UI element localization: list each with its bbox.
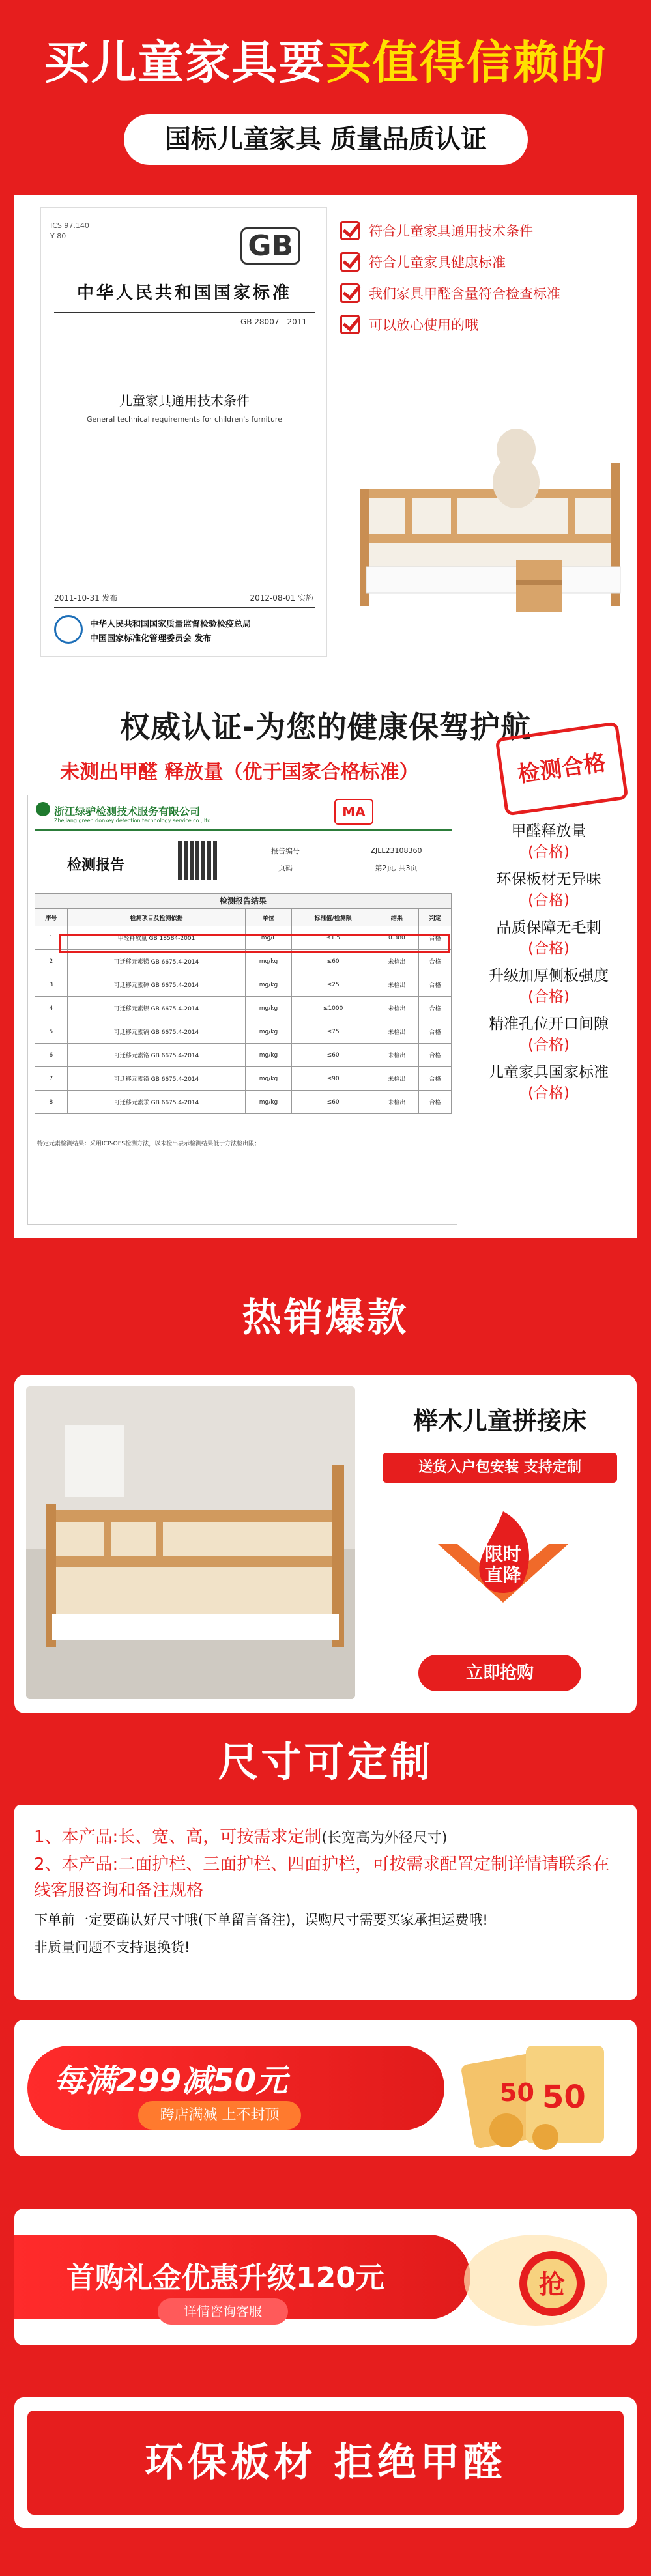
table-cell: 未检出 <box>375 1091 419 1114</box>
hero-pill: 国标儿童家具 质量品质认证 <box>124 114 528 165</box>
column-header: 序号 <box>35 909 68 926</box>
authority-subtitle: 未测出甲醛 释放量（优于国家合格标准） <box>60 761 419 784</box>
size-line-2: 2、本产品:二面护栏、三面护栏、四面护栏，可按需求配置定制详情请联系在线客服咨询和备注规格 <box>34 1855 610 1900</box>
table-cell: mg/kg <box>246 1067 291 1091</box>
table-cell: 合格 <box>419 950 452 973</box>
meta-key: 报告编号 <box>271 846 300 855</box>
quality-pass: (合格) <box>528 1085 570 1102</box>
table-cell: 未检出 <box>375 973 419 997</box>
ma-mark: MA <box>334 799 373 825</box>
meta-key: 页码 <box>278 863 293 872</box>
table-cell: 2 <box>35 950 68 973</box>
table-row <box>35 1091 452 1114</box>
highlight-box <box>59 934 450 953</box>
check-item <box>340 309 627 340</box>
table-cell: 可迁移元素汞 GB 6675.4-2014 <box>67 1091 245 1114</box>
quality-pass: (合格) <box>528 988 570 1005</box>
table-cell: 可迁移元素镉 GB 6675.4-2014 <box>67 1020 245 1044</box>
coupon-pill: 详情咨询客服 <box>158 2298 288 2325</box>
gb-publisher: 中国国家标准化管理委员会 发布 <box>90 634 212 644</box>
check-list <box>340 215 627 340</box>
report-meta <box>230 842 452 876</box>
table-cell: 可迁移元素钡 GB 6675.4-2014 <box>67 997 245 1020</box>
table-cell: 可迁移元素砷 GB 6675.4-2014 <box>67 973 245 997</box>
report-note: 特定元素检测结果：采用ICP-OES检测方法，以未检出表示检测结果低于方法检出限； <box>37 1141 261 1147</box>
check-item <box>340 246 627 278</box>
table-cell: 7 <box>35 1067 68 1091</box>
table-cell: mg/kg <box>246 1044 291 1067</box>
table-row <box>35 997 452 1020</box>
check-label: 可以放心使用的哦 <box>369 317 478 333</box>
column-header: 单位 <box>246 909 291 926</box>
table-cell: mg/L <box>246 926 291 950</box>
table-cell: 1 <box>35 926 68 950</box>
quality-item <box>464 966 633 1007</box>
report-meta-row <box>230 842 452 859</box>
quality-item <box>464 821 633 863</box>
hero-title-yellow: 买值得信赖的 <box>325 36 607 89</box>
table-cell: 合格 <box>419 1020 452 1044</box>
quality-pass: (合格) <box>528 844 570 861</box>
table-cell: 合格 <box>419 1044 452 1067</box>
table-cell: 5 <box>35 1020 68 1044</box>
quality-name: 品质保障无毛刺 <box>496 919 601 936</box>
table-cell: 3 <box>35 973 68 997</box>
product-image[interactable] <box>26 1386 355 1699</box>
size-note: 非质量问题不支持退换货! <box>34 1939 190 1955</box>
table-cell: 8 <box>35 1091 68 1114</box>
size-title: 尺寸可定制 <box>218 1738 433 1786</box>
table-cell: 可迁移元素铅 GB 6675.4-2014 <box>67 1067 245 1091</box>
rob-text: 抢 <box>539 2270 565 2300</box>
gb-impl-date: 2012-08-01 实施 <box>250 594 313 603</box>
table-cell: 合格 <box>419 926 452 950</box>
table-cell: ≤75 <box>291 1020 375 1044</box>
table-cell: 未检出 <box>375 1020 419 1044</box>
table-cell: 甲醛释放量 GB 18584-2001 <box>67 926 245 950</box>
gb-standard-name: 儿童家具通用技术条件 <box>119 393 250 408</box>
certification-card <box>14 195 637 1238</box>
table-cell: 可迁移元素铬 GB 6675.4-2014 <box>67 1044 245 1067</box>
table-cell: ≤1.5 <box>291 926 375 950</box>
checkbox-icon <box>340 252 360 272</box>
quality-item <box>464 917 633 959</box>
quality-name: 甲醛释放量 <box>511 823 586 840</box>
seal-icon <box>54 615 83 644</box>
test-report <box>27 795 457 1225</box>
table-cell: 合格 <box>419 997 452 1020</box>
coupon-text: 每满299减50元 <box>53 2063 287 2099</box>
hero-title-white: 买儿童家具要 <box>44 36 326 89</box>
table-cell: ≤1000 <box>291 997 375 1020</box>
column-header: 标准值/检测限 <box>291 909 375 926</box>
quality-item <box>464 1014 633 1055</box>
red-envelope-icon <box>454 2222 617 2339</box>
gb-publisher: 中华人民共和国国家质量监督检验检疫总局 <box>90 620 252 629</box>
gb-logo: GB <box>240 227 300 265</box>
report-meta-row <box>230 859 452 876</box>
table-cell: 6 <box>35 1044 68 1067</box>
table-cell: 0.380 <box>375 926 419 950</box>
checkbox-icon <box>340 283 360 303</box>
check-item <box>340 215 627 246</box>
size-card <box>14 1805 637 2000</box>
table-cell: ≤60 <box>291 950 375 973</box>
quality-pass: (合格) <box>528 1037 570 1053</box>
meta-value: 第2页, 共3页 <box>375 863 418 872</box>
table-cell: ≤25 <box>291 973 375 997</box>
table-cell: 4 <box>35 997 68 1020</box>
report-company: 浙江绿驴检测技术服务有限公司 <box>54 805 201 818</box>
badge-text: 限时直降 <box>484 1543 522 1586</box>
size-line-1 <box>34 1824 617 1852</box>
quality-name: 升级加厚侧板强度 <box>489 967 609 984</box>
table-cell: 合格 <box>419 1091 452 1114</box>
table-cell: ≤60 <box>291 1091 375 1114</box>
check-label: 符合儿童家具健康标准 <box>369 255 506 270</box>
hero-title <box>0 26 651 92</box>
divider <box>35 829 452 831</box>
column-header: 检测项目及检测依据 <box>67 909 245 926</box>
table-cell: 未检出 <box>375 997 419 1020</box>
authority-title: 权威认证-为您的健康保驾护航 <box>119 709 532 745</box>
size-text: 1、本产品:长、宽、高，可按需求定制 <box>34 1827 322 1847</box>
table-row <box>35 1044 452 1067</box>
quality-name: 环保板材无异味 <box>496 871 601 888</box>
check-item <box>340 278 627 309</box>
qr-code-icon <box>178 841 217 880</box>
column-header: 结果 <box>375 909 419 926</box>
passed-stamp: 检测合格 <box>495 721 629 816</box>
table-row <box>35 973 452 997</box>
quality-name: 儿童家具国家标准 <box>489 1064 609 1081</box>
footer-text: 环保板材 拒绝甲醛 <box>27 2411 624 2515</box>
table-cell: mg/kg <box>246 1091 291 1114</box>
hot-sale-title: 热销爆款 <box>242 1295 409 1341</box>
price-drop-badge-icon <box>431 1505 575 1635</box>
size-note: 下单前一定要确认好尺寸哦(下单留言备注)，误购尺寸需要买家承担运费哦! <box>34 1912 488 1928</box>
gb-ics-code <box>50 221 89 242</box>
bed-illustration <box>353 410 627 625</box>
quality-pass: (合格) <box>528 892 570 909</box>
quality-list <box>464 821 633 1110</box>
table-cell: mg/kg <box>246 973 291 997</box>
quality-pass: (合格) <box>528 940 570 957</box>
table-cell: mg/kg <box>246 950 291 973</box>
gb-issue-date: 2011-10-31 发布 <box>54 594 118 603</box>
service-tag: 送货入户包安装 支持定制 <box>383 1453 617 1483</box>
check-label: 符合儿童家具通用技术条件 <box>369 223 533 239</box>
gb-ics-line: Y 80 <box>50 232 66 240</box>
table-row <box>35 1067 452 1091</box>
table-cell: 未检出 <box>375 950 419 973</box>
table-header-row <box>35 909 452 926</box>
report-company-en: Zhejiang green donkey detection technology service co., ltd. <box>54 818 212 823</box>
table-cell: 未检出 <box>375 1067 419 1091</box>
quality-item <box>464 869 633 911</box>
footer-banner <box>14 2397 637 2528</box>
table-cell: 合格 <box>419 1067 452 1091</box>
check-label: 我们家具甲醛含量符合检查标准 <box>369 286 560 302</box>
table-cell: 合格 <box>419 973 452 997</box>
coupon-card-2[interactable] <box>14 2209 637 2345</box>
buy-now-button[interactable]: 立即抢购 <box>418 1655 581 1691</box>
coupon-badge-b: 50 <box>542 2079 586 2115</box>
column-header: 判定 <box>419 909 452 926</box>
coupon-text: 首购礼金优惠升级120元 <box>66 2261 384 2295</box>
product-name: 榉木儿童拼接床 <box>412 1407 586 1435</box>
gb-national-standard: 中华人民共和国国家标准 <box>76 283 292 303</box>
quality-item <box>464 1062 633 1104</box>
table-cell: mg/kg <box>246 1020 291 1044</box>
gb-standard-document <box>40 207 327 657</box>
divider <box>54 312 315 313</box>
table-row <box>35 1020 452 1044</box>
hot-sale-card <box>14 1375 637 1713</box>
report-table-body <box>35 926 452 1114</box>
coupon-ticket-icon <box>454 2033 617 2150</box>
coupon-badge-a: 50 <box>500 2078 534 2107</box>
size-text-note: (长宽高为外径尺寸) <box>321 1830 448 1846</box>
gb-ics-line: ICS 97.140 <box>50 222 89 230</box>
checkbox-icon <box>340 221 360 240</box>
bed-photo-icon <box>26 1386 355 1699</box>
meta-value: ZJLL23108360 <box>370 846 422 855</box>
hero-banner <box>0 0 651 182</box>
table-cell: ≤60 <box>291 1044 375 1067</box>
table-cell: ≤90 <box>291 1067 375 1091</box>
table-cell: 可迁移元素锑 GB 6675.4-2014 <box>67 950 245 973</box>
checkbox-icon <box>340 315 360 334</box>
quality-name: 精准孔位开口间隙 <box>489 1016 609 1033</box>
report-table-title: 检测报告结果 <box>35 893 452 909</box>
table-cell: mg/kg <box>246 997 291 1020</box>
table-cell: 未检出 <box>375 1044 419 1067</box>
coupon-pill: 跨店满减 上不封顶 <box>138 2101 301 2130</box>
company-logo-icon <box>36 802 50 816</box>
gb-number: GB 28007—2011 <box>240 317 307 326</box>
coupon-card-1[interactable] <box>14 2020 637 2156</box>
divider <box>54 607 315 608</box>
gb-standard-name-en: General technical requirements for children's furniture <box>87 415 282 423</box>
report-heading: 检测报告 <box>67 857 125 874</box>
